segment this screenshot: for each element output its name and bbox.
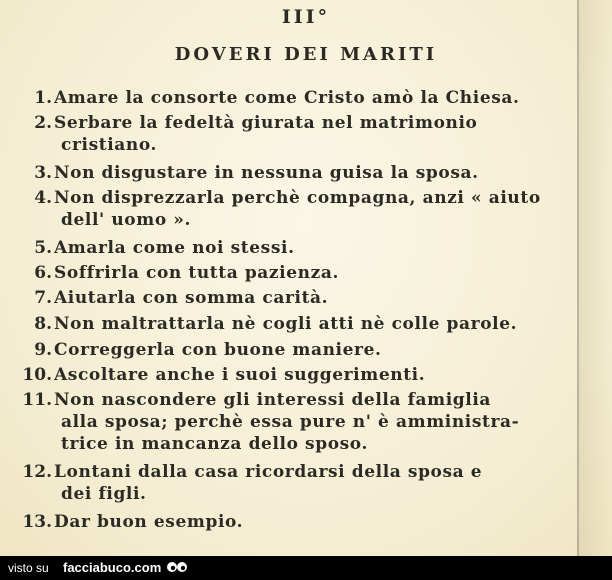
- item-text: Amarla come noi stessi.: [54, 238, 295, 258]
- item-number: 4.: [34, 188, 52, 208]
- item-number: 8.: [34, 314, 52, 334]
- item-text: Soffrirla con tutta pazienza.: [54, 263, 340, 283]
- item-text: alla sposa; perchè essa pure n' è amministra-: [61, 412, 520, 432]
- chapter-number: III°: [281, 6, 331, 28]
- watermark-footer: [0, 556, 612, 580]
- item-text: Non disprezzarla perchè compagna, anzi « aiuto: [54, 188, 541, 208]
- item-text: trice in mancanza dello sposo.: [61, 434, 368, 454]
- item-number: 6.: [34, 263, 52, 283]
- item-text: Amare la consorte come Cristo amò la Chiesa.: [54, 88, 520, 108]
- item-text: Dar buon esempio.: [54, 512, 244, 532]
- page-title: DOVERI DEI MARITI: [174, 44, 438, 65]
- item-text: Aiutarla con somma carità.: [54, 288, 329, 308]
- item-text: Non nascondere gli interessi della famiglia: [54, 390, 491, 410]
- item-number: 9.: [34, 340, 52, 360]
- item-text: dell' uomo ».: [61, 210, 192, 230]
- item-number: 10.: [22, 365, 52, 385]
- item-number: 3.: [34, 163, 52, 183]
- item-number: 12.: [22, 462, 52, 482]
- item-text: cristiano.: [61, 135, 157, 155]
- item-number: 2.: [34, 113, 52, 133]
- item-text: Lontani dalla casa ricordarsi della sposa e: [54, 462, 483, 482]
- item-number: 7.: [34, 288, 52, 308]
- item-text: Ascoltare anche i suoi suggerimenti.: [54, 365, 426, 385]
- item-number: 13.: [22, 512, 52, 532]
- eyes-logo-icon: [166, 560, 188, 576]
- item-text: dei figli.: [61, 484, 147, 504]
- item-text: Serbare la fedeltà giurata nel matrimonio: [54, 113, 478, 133]
- footer-site-link[interactable]: facciabuco.com: [63, 560, 162, 575]
- item-text: Non disgustare in nessuna guisa la sposa.: [54, 163, 479, 183]
- footer-visto-su: visto su: [8, 561, 49, 575]
- item-text: Correggerla con buone maniere.: [54, 340, 382, 360]
- item-number: 11.: [22, 390, 52, 410]
- item-text: Non maltrattarla nè cogli atti nè colle parole.: [54, 314, 518, 334]
- item-number: 5.: [34, 238, 52, 258]
- item-number: 1.: [34, 88, 52, 108]
